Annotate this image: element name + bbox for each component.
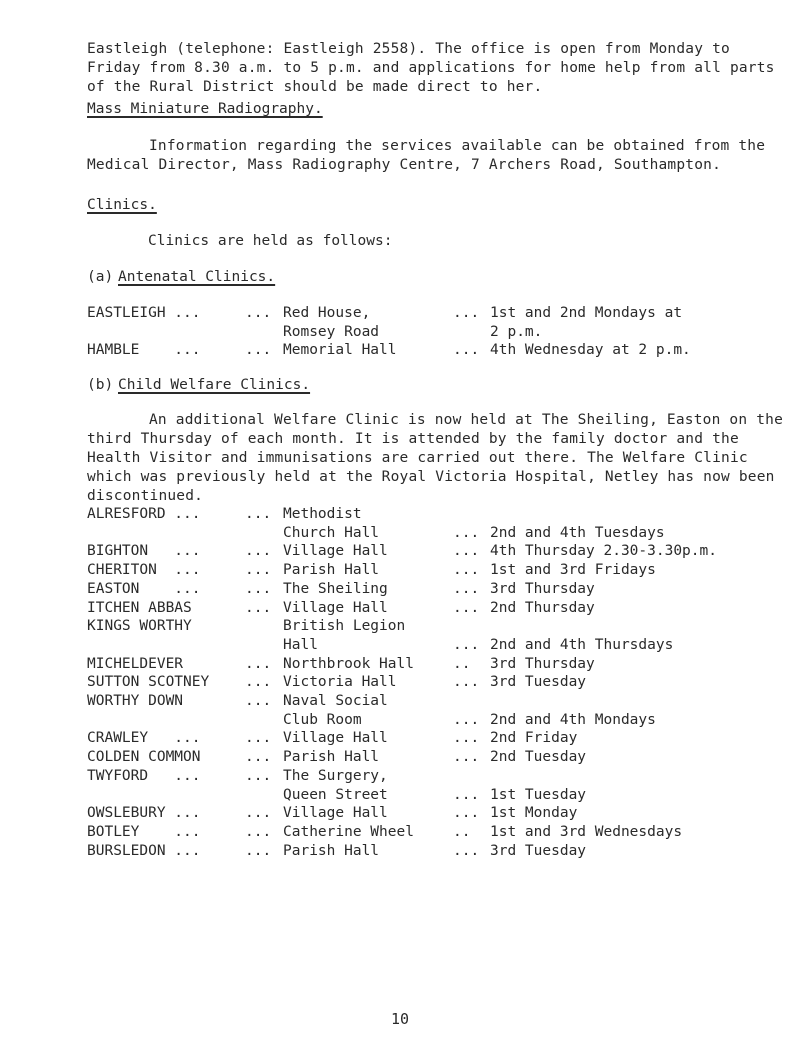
clinics-intro: Clinics are held as follows: [148, 233, 393, 249]
clinic-place: BOTLEY ... [87, 823, 201, 840]
leader-dots: ... [453, 580, 480, 597]
clinic-place: COLDEN COMMON [87, 749, 201, 766]
clinic-venue: Northbrook Hall [283, 655, 414, 672]
clinic-row [0, 842, 800, 882]
clinic-venue: Red House, Romsey Road [283, 305, 380, 340]
page-number: 10 [390, 1010, 410, 1028]
leader-dots: ... [245, 730, 272, 747]
leader-dots: .. [453, 655, 471, 672]
leader-dots: ... [245, 693, 272, 709]
clinic-row [0, 341, 800, 381]
clinic-row [0, 767, 800, 807]
clinic-venue: Memorial Hall [283, 342, 397, 358]
clinic-place: ALRESFORD ... [87, 506, 201, 522]
mass-radiography-text: Information regarding the services available can be obtained from the Medical Director, Mass Radiography Centre, 7 Archers Road, Southampton. [87, 138, 775, 173]
leader-dots: ... [245, 599, 272, 616]
leader-dots: ... [245, 674, 272, 691]
clinic-schedule: 2nd and 4th Tuesdays [490, 525, 665, 541]
leader-dots: ... [453, 805, 480, 822]
clinic-place: KINGS WORTHY [87, 618, 192, 635]
clinic-schedule: 2nd Friday [490, 730, 578, 747]
clinic-venue: Village Hall [283, 543, 388, 560]
leader-dots: ... [453, 730, 480, 747]
clinic-place: ITCHEN ABBAS [87, 599, 192, 616]
clinic-schedule: 2nd and 4th Mondays [490, 712, 656, 728]
leader-dots: ... [453, 305, 480, 321]
clinic-row [0, 304, 800, 344]
clinic-venue: Naval Social Club Room [283, 693, 388, 728]
leader-dots: .. [453, 823, 471, 840]
clinic-venue: Victoria Hall [283, 674, 397, 691]
clinic-schedule: 1st and 3rd Fridays [490, 562, 656, 579]
clinic-place: WORTHY DOWN [87, 693, 184, 709]
child-welfare-heading: Child Welfare Clinics. [118, 377, 311, 393]
clinic-place: CHERITON ... [87, 562, 201, 579]
clinic-place: EASTON ... [87, 580, 201, 597]
clinic-venue: Parish Hall [283, 842, 380, 859]
clinic-schedule: 2nd Tuesday [490, 749, 587, 766]
clinic-venue: The Sheiling [283, 580, 388, 597]
clinic-schedule: 2nd and 4th Thursdays [490, 637, 674, 654]
clinic-place: TWYFORD ... [87, 767, 201, 784]
clinic-schedule: 4th Wednesday at 2 p.m. [490, 342, 691, 358]
leader-dots: ... [453, 712, 480, 728]
clinic-schedule: 3rd Thursday [490, 655, 595, 672]
leader-dots: ... [453, 562, 480, 579]
child-welfare-text: An additional Welfare Clinic is now held at The Sheiling, Easton on the third Thursday of each month. It is attended by the family doctor and the Health Visitor and immunisations are carried out there. The Welfare Clinic which was previously held at the Royal Victoria Hospital, Netley has now been discontinued. [87, 412, 792, 504]
leader-dots: ... [245, 655, 272, 672]
clinic-row [0, 505, 800, 545]
antenatal-heading: Antenatal Clinics. [118, 269, 276, 285]
clinic-venue: Parish Hall [283, 749, 380, 766]
clinic-row [0, 617, 800, 657]
clinic-schedule: 3rd Tuesday [490, 842, 587, 859]
leader-dots: ... [245, 823, 272, 840]
clinic-schedule: 1st Monday [490, 805, 578, 822]
clinic-schedule: 3rd Tuesday [490, 674, 587, 691]
clinic-venue: Village Hall [283, 599, 388, 616]
clinic-venue: Village Hall [283, 730, 388, 747]
clinic-schedule: 2nd Thursday [490, 599, 595, 616]
leader-dots: ... [245, 342, 272, 358]
clinic-venue: Parish Hall [283, 562, 380, 579]
clinic-schedule: 1st and 2nd Mondays at 2 p.m. [490, 305, 683, 340]
leader-dots: ... [245, 749, 272, 766]
leader-dots: ... [245, 805, 272, 822]
clinic-place: HAMBLE ... [87, 342, 201, 358]
clinic-schedule: 3rd Thursday [490, 580, 595, 597]
leader-dots: ... [245, 767, 272, 784]
leader-dots: ... [453, 674, 480, 691]
clinic-place: BIGHTON ... [87, 543, 201, 560]
leader-dots: ... [453, 525, 480, 541]
clinic-place: CRAWLEY ... [87, 730, 201, 747]
clinic-schedule: 1st and 3rd Wednesdays [490, 823, 683, 840]
leader-dots: ... [245, 842, 272, 859]
clinic-schedule: 4th Thursday 2.30-3.30p.m. [490, 543, 717, 560]
leader-dots: ... [453, 842, 480, 859]
leader-dots: ... [453, 749, 480, 766]
clinic-place: SUTTON SCOTNEY [87, 674, 210, 691]
clinic-venue: Village Hall [283, 805, 388, 822]
antenatal-label: (a) [87, 269, 114, 285]
clinic-schedule: 1st Tuesday [490, 786, 587, 803]
leader-dots: ... [453, 543, 480, 560]
child-welfare-label: (b) [87, 377, 114, 393]
leader-dots: ... [453, 342, 480, 358]
intro-paragraph: Eastleigh (telephone: Eastleigh 2558). The office is open from Monday to Friday from 8.30 a.m. to 5 p.m. and applications for home help from all parts of the Rural District should be made direct to her. [87, 41, 784, 95]
leader-dots: ... [245, 506, 272, 522]
clinics-heading: Clinics. [87, 197, 157, 213]
leader-dots: ... [245, 543, 272, 560]
leader-dots: ... [245, 580, 272, 597]
clinic-venue: Catherine Wheel [283, 823, 414, 840]
leader-dots: ... [453, 637, 480, 654]
leader-dots: ... [245, 305, 272, 321]
clinic-venue: The Surgery, Queen Street [283, 767, 388, 803]
mass-radiography-heading: Mass Miniature Radiography. [87, 101, 323, 117]
clinic-place: MICHELDEVER [87, 655, 184, 672]
clinic-venue: British Legion Hall [283, 618, 406, 654]
clinic-place: OWSLEBURY ... [87, 805, 201, 822]
clinic-venue: Methodist Church Hall [283, 506, 380, 541]
leader-dots: ... [245, 562, 272, 579]
clinic-row [0, 692, 800, 732]
clinic-place: EASTLEIGH ... [87, 305, 201, 321]
leader-dots: ... [453, 786, 480, 803]
clinic-place: BURSLEDON ... [87, 842, 201, 859]
leader-dots: ... [453, 599, 480, 616]
